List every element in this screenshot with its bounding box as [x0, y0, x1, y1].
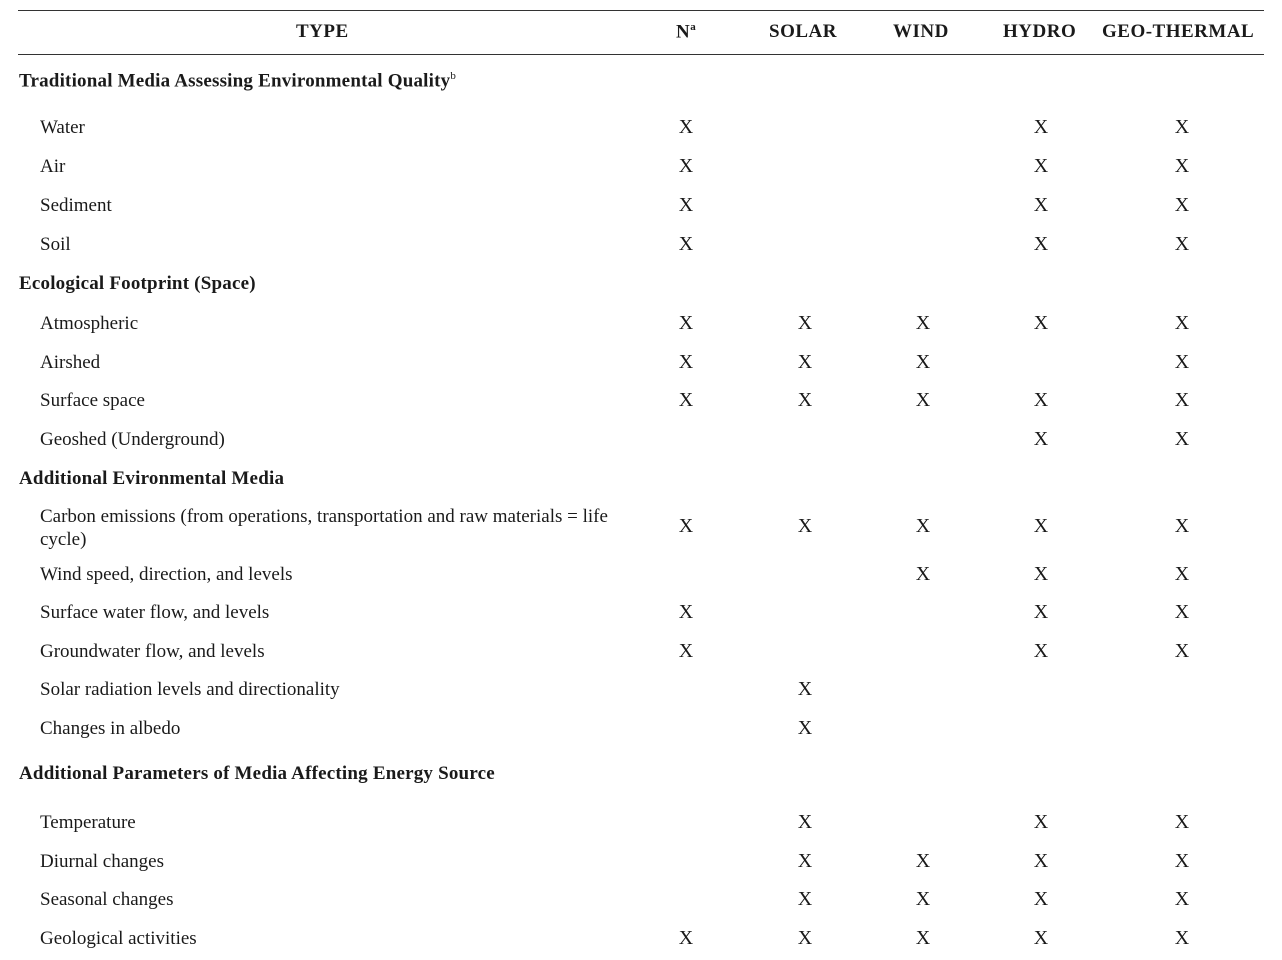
mark-solar: X [797, 927, 813, 949]
mark-geothermal: X [1174, 116, 1190, 138]
row-label: Air [40, 156, 66, 177]
section-heading [19, 70, 456, 92]
mark-hydro: X [1033, 389, 1049, 411]
table-row [0, 155, 1282, 179]
row-label: Carbon emissions (from operations, transportation and raw materials = life cycle) [40, 506, 608, 550]
mark-solar: X [797, 389, 813, 411]
mark-geothermal: X [1174, 312, 1190, 334]
row-label: Solar radiation levels and directionality [40, 679, 340, 700]
mark-n: X [678, 351, 694, 373]
mark-geothermal: X [1174, 850, 1190, 872]
mark-n: X [678, 116, 694, 138]
table-row [0, 312, 1282, 336]
mark-hydro: X [1033, 116, 1049, 138]
mark-geothermal: X [1174, 389, 1190, 411]
row-label: Water [40, 117, 85, 138]
section-title: Additional Parameters of Media Affecting Energy Source [19, 763, 495, 784]
row-label: Airshed [40, 352, 101, 373]
row-label: Atmospheric [40, 313, 139, 334]
row-label: Temperature [40, 812, 136, 833]
mark-hydro: X [1033, 563, 1049, 585]
table-row [0, 601, 1282, 625]
mark-geothermal: X [1174, 927, 1190, 949]
row-label: Geological activities [40, 928, 197, 949]
mark-hydro: X [1033, 312, 1049, 334]
mark-solar: X [797, 850, 813, 872]
mark-geothermal: X [1174, 563, 1190, 585]
table-row [0, 927, 1282, 951]
mark-hydro: X [1033, 927, 1049, 949]
header-wind: WIND [893, 21, 949, 42]
mark-geothermal: X [1174, 428, 1190, 450]
table-row [0, 116, 1282, 140]
mark-hydro: X [1033, 601, 1049, 623]
header-type: TYPE [296, 21, 349, 42]
table-row [0, 850, 1282, 874]
section-heading [19, 273, 256, 295]
row-label: Surface space [40, 390, 145, 411]
mark-hydro: X [1033, 155, 1049, 177]
mark-wind: X [915, 515, 931, 537]
mark-solar: X [797, 351, 813, 373]
row-label: Seasonal changes [40, 889, 174, 910]
table-top-rule [18, 10, 1264, 11]
mark-hydro: X [1033, 811, 1049, 833]
section-heading [19, 763, 495, 785]
mark-hydro: X [1033, 888, 1049, 910]
table-row [0, 640, 1282, 664]
mark-geothermal: X [1174, 601, 1190, 623]
table-row [0, 717, 1282, 741]
mark-solar: X [797, 515, 813, 537]
footnote-marker: b [450, 70, 457, 82]
mark-n: X [678, 312, 694, 334]
section-title: Ecological Footprint (Space) [19, 273, 256, 294]
mark-geothermal: X [1174, 155, 1190, 177]
mark-wind: X [915, 850, 931, 872]
table-row [0, 888, 1282, 912]
mark-n: X [678, 389, 694, 411]
mark-wind: X [915, 888, 931, 910]
section-title: Additional Evironmental Media [19, 468, 285, 489]
mark-geothermal: X [1174, 515, 1190, 537]
mark-wind: X [915, 927, 931, 949]
row-label: Sediment [40, 195, 112, 216]
mark-hydro: X [1033, 233, 1049, 255]
table-row [0, 351, 1282, 375]
mark-hydro: X [1033, 194, 1049, 216]
row-label: Geoshed (Underground) [40, 429, 225, 450]
table-row [0, 233, 1282, 257]
mark-solar: X [797, 717, 813, 739]
mark-wind: X [915, 351, 931, 373]
header-geothermal: GEO-THERMAL [1102, 21, 1255, 42]
mark-wind: X [915, 563, 931, 585]
mark-solar: X [797, 811, 813, 833]
mark-geothermal: X [1174, 888, 1190, 910]
table-row [0, 428, 1282, 452]
mark-solar: X [797, 888, 813, 910]
mark-solar: X [797, 312, 813, 334]
mark-n: X [678, 194, 694, 216]
mark-hydro: X [1033, 515, 1049, 537]
mark-hydro: X [1033, 428, 1049, 450]
row-label: Changes in albedo [40, 718, 181, 739]
row-label: Surface water flow, and levels [40, 602, 270, 623]
table-row [0, 678, 1282, 702]
mark-n: X [678, 515, 694, 537]
table-row [0, 505, 1282, 551]
mark-geothermal: X [1174, 194, 1190, 216]
table-row [0, 389, 1282, 413]
mark-n: X [678, 233, 694, 255]
mark-n: X [678, 640, 694, 662]
row-label: Soil [40, 234, 71, 255]
row-label: Groundwater flow, and levels [40, 641, 265, 662]
table-row [0, 194, 1282, 218]
header-solar: SOLAR [769, 21, 837, 42]
mark-geothermal: X [1174, 233, 1190, 255]
header-n: $N^a$ [676, 21, 697, 43]
mark-n: X [678, 601, 694, 623]
table-row [0, 811, 1282, 835]
header-hydro: HYDRO [1003, 21, 1077, 42]
section-heading [19, 468, 284, 490]
mark-wind: X [915, 312, 931, 334]
mark-n: X [678, 155, 694, 177]
row-label: Wind speed, direction, and levels [40, 564, 293, 585]
mark-wind: X [915, 389, 931, 411]
mark-hydro: X [1033, 850, 1049, 872]
mark-geothermal: X [1174, 640, 1190, 662]
mark-hydro: X [1033, 640, 1049, 662]
mark-solar: X [797, 678, 813, 700]
row-label: Diurnal changes [40, 851, 164, 872]
section-title: Traditional Media Assessing Environmental Quality [19, 70, 451, 92]
mark-geothermal: X [1174, 811, 1190, 833]
header-bottom-rule [18, 54, 1264, 55]
mark-n: X [678, 927, 694, 949]
table-row [0, 563, 1282, 587]
mark-geothermal: X [1174, 351, 1190, 373]
